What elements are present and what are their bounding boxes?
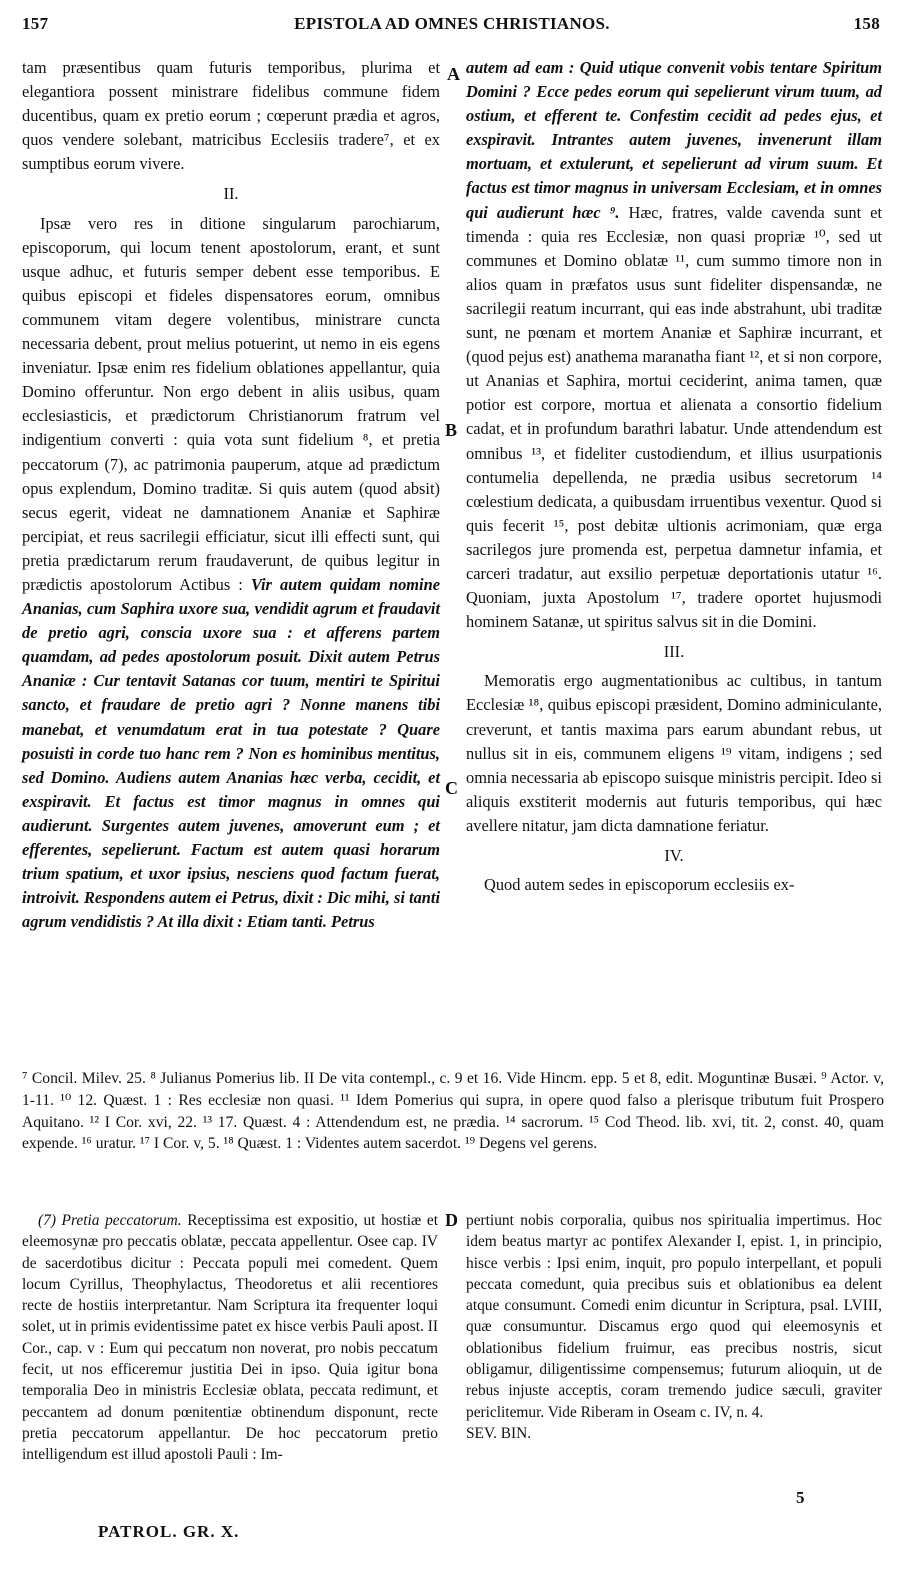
left-column: [22, 56, 440, 934]
note-text: Receptissima est expositio, ut hostiæ et eleemosynæ pro peccatis oblatæ, peccata appellentur. Osee cap. IV de sacerdotibus dicitur : Peccata populi mei comedent. Quem locum Cyrillus, Theophylactus, Theodoretus et alii recentiores recte de hostiis interpretantur. Nam Scriptura ita frequenter loqui solet, ut in primis evidentissime patet ex hisce verbis Pauli apost. II Cor., cap. v : Eum qui peccatum non noverat, pro nobis peccatum fecit, ut nos efficeremur justitia Dei in ipso. Quia igitur bona temporalia Deo in ministris Ecclesiæ oblata, peccata redimunt, et peccantem ad donum pœnitentiæ obtinendum disponunt, recte pretia peccatorum appellantur. De hoc peccatorum pretio intelligendum est illud apostoli Pauli : Im-: [22, 1212, 438, 1464]
scripture-quote: autem ad eam : Quid utique convenit vobis tentare Spiritum Domini ? Ecce pedes eorum qui sepelierunt virum tuum, ad ostium, et efferent te. Confestim cecidit ad pedes ejus, et exspiravit. Intrantes autem juvenes, invenerunt illam mortuam, et extulerunt, et sepelierunt ad virum suum. Et factus est timor magnus in universam Ecclesiam, et in omnes qui audierunt hæc ⁹.: [466, 58, 882, 222]
margin-letter-a: A: [447, 64, 460, 84]
margin-letter-d: D: [445, 1210, 458, 1230]
note-text: pertiunt nobis corporalia, quibus nos spiritualia impertimus. Hoc idem beatus martyr ac pontifex Alexander I, epist. 1, in principio, hisce verbis : Ipsi enim, inquit, pro populo interpellant, et populi peccata comedunt, quia precibus suis et oblationibus ea delent atque consumunt. Comedi enim dicuntur in Scriptura, psal. LVIII, quæ consumuntur. Discamus ergo quod qui eleemosynis et oblationibus fidelium fruimur, eas precibus nostris, sicut obligamur, diligentissime compensemus; futurum alioquin, ut de rebus injuste acceptis, coram tremendo judice sæculi, graviter periclitemur. Vide Riberam in Oseam c. IV, n. 4.: [466, 1212, 882, 1421]
paragraph: Quod autem sedes in episcoporum ecclesiis ex-: [484, 875, 795, 895]
footnotes: [22, 1068, 884, 1155]
section-heading: IV.: [664, 846, 684, 865]
margin-letter-b: B: [445, 420, 458, 440]
editor-notes-left: [22, 1210, 438, 1466]
page-number-right: 158: [853, 14, 880, 33]
paragraph: [466, 56, 882, 634]
running-title: EPISTOLA AD OMNES CHRISTIANOS.: [294, 14, 610, 33]
right-column: [466, 56, 882, 897]
editor-notes-right: [466, 1210, 882, 1444]
paragraph: tam præsentibus quam futuris temporibus, plurima et elegantiora possent ministrare fidelibus commune fidem ducentibus, quam ex pretio eorum ; cœperunt prædia et agros, quos vendere solebant, matricibus Ecclesiis tradere⁷, et ex sumptibus eorum vivere.: [22, 58, 440, 174]
paragraph: [22, 212, 440, 935]
paragraph-text: Hæc, fratres, valde cavenda sunt et timenda : quia res Ecclesiæ, non quasi propriæ ¹⁰, sed ut communes et Domino oblatæ ¹¹, cum summo timore non in alios quam in præfatos usus sunt fideliter dispensandæ, ne sacrilegii reatum incurrant, qui eas inde abstrahunt, ubi traditæ sunt, ne pœnam et mortem Ananiæ et Saphiræ incurrant, et (quod pejus est) anathema maranatha fiant ¹², et si non corpore, ut Ananias et Saphira, mortui ceciderint, anima tamen, quæ potior est corpore, mortua et alienata a consortio fidelium cadat, et in profundum barathri labatur. Unde attendendum est omnibus ¹³, et fideliter custodiendum, et illius usurpationis contumelia depellenda, ne prædia usibus secretorum ¹⁴ cœlestium dedicata, a quibusdam irruentibus vexentur. Quod si quis fecerit ¹⁵, post debitæ ultionis acrimoniam, quæ erga sacrilegos jure promenda est, perpetua damnetur infamia, et carceri tradatur, aut exsilio perpetuæ deportationis utatur ¹⁶. Quoniam, juxta Apostolum ¹⁷, tradere oportet hujusmodi hominem Satanæ, ut spiritus salvus sit in die Domini.: [466, 202, 883, 632]
paragraph-text: Ipsæ vero res in ditione singularum parochiarum, episcoporum, qui locum tenent apostolorum, erant, et sunt usque adhuc, et futuris semper debent esse temporibus. E quibus episcopi et fideles dispensatores eorum, omnibus communem vitam degere volentibus, ministrare cuncta necessaria debent, prout melius potuerint, ut nemo in eis egens inveniatur. Ipsæ enim res fidelium oblationes appellantur, quia Domino offeruntur. Non ergo debent in aliis usibus, quam ecclesiasticis, et prædictorum Christianorum fratrum vel indigentium converti : quia vota sunt fidelium ⁸, et pretia peccatorum (7), ac patrimonia pauperum, atque ad prædictum opus explendum, Domino traditæ. Si quis autem (quod absit) secus egerit, videat ne damnationem Ananiæ et Saphiræ percipiat, et reus sacrilegii efficiatur, sicut illi effecti sunt, qui pretia prædictarum rerum fraudaverunt, de quibus legitur in prædictis apostolorum Actibus :: [22, 213, 440, 594]
footer-series: PATROL. GR. X.: [98, 1522, 240, 1541]
note-signature: SEV. BIN.: [466, 1424, 532, 1442]
footer-signature-number: 5: [796, 1488, 806, 1507]
footnote-text: ⁷ Concil. Milev. 25. ⁸ Julianus Pomerius lib. II De vita contempl., c. 9 et 16. Vide Hincm. epp. 5 et 8, edit. Moguntinæ Busæi. ⁹ Actor. v, 1-11. ¹⁰ 12. Quæst. 1 : Res ecclesiæ non quasi. ¹¹ Idem Pomerius qui supra, in opere quod falso a plerisque tributum fuit Prospero Aquitano. ¹² I Cor. xvi, 22. ¹³ 17. Quæst. 4 : Attendendum est, ne prædia. ¹⁴ sacrorum. ¹⁵ Cod Theod. lib. xvi, tit. 2, const. 40, quam expende. ¹⁶ uratur. ¹⁷ I Cor. v, 5. ¹⁸ Quæst. 1 : Videntes autem sacerdot. ¹⁹ Degens vel gerens.: [22, 1070, 884, 1153]
margin-letter-c: C: [445, 778, 458, 798]
page-number-left: 157: [22, 14, 49, 33]
note-paragraph: [22, 1210, 438, 1466]
paragraph: Memoratis ergo augmentationibus ac cultibus, in tantum Ecclesiæ ¹⁸, quibus episcopi præsident, Domino adminiculante, creverunt, et tantis maxima pars earum abundant rebus, ut nullus sit in eis, communem eligens ¹⁹ vitam, indigens ; sed omnia necessaria ab episcopo suisque ministris percipit. Ideo si aliquis exstiterit modernis aut futuris temporibus, qui hæc avellere nitatur, jam dicta damnatione feriatur.: [466, 671, 882, 835]
scripture-quote: Vir autem quidam nomine Ananias, cum Saphira uxore sua, vendidit agrum et fraudavit de pretio agri, conscia uxore sua : et afferens partem quamdam, ad pedes apostolorum posuit. Dixit autem Petrus Ananiæ : Cur tentavit Satanas cor tuum, mentiri te Spiritui sancto, et fraudare de pretio agri ? Nonne manens tibi manebat, et venumdatum erat in tua potestate ? Quare posuisti in corde tuo hanc rem ? Non es hominibus mentitus, sed Domino. Audiens autem Ananias hæc verba, cecidit, et exspiravit. Et factus est timor magnus in omnes qui audierunt. Surgentes autem juvenes, amoverunt eum ; et efferentes, sepelierunt. Factum est autem quasi horarum trium spatium, et uxor ipsius, nesciens quod factum fuerat, introivit. Respondens autem ei Petrus, dixit : Dic mihi, si tanti agrum vendidistis ? At illa dixit : Etiam tanti. Petrus: [22, 574, 440, 932]
section-heading: II.: [223, 184, 239, 204]
section-heading: III.: [663, 642, 685, 662]
note-label: (7) Pretia peccatorum.: [38, 1212, 182, 1229]
